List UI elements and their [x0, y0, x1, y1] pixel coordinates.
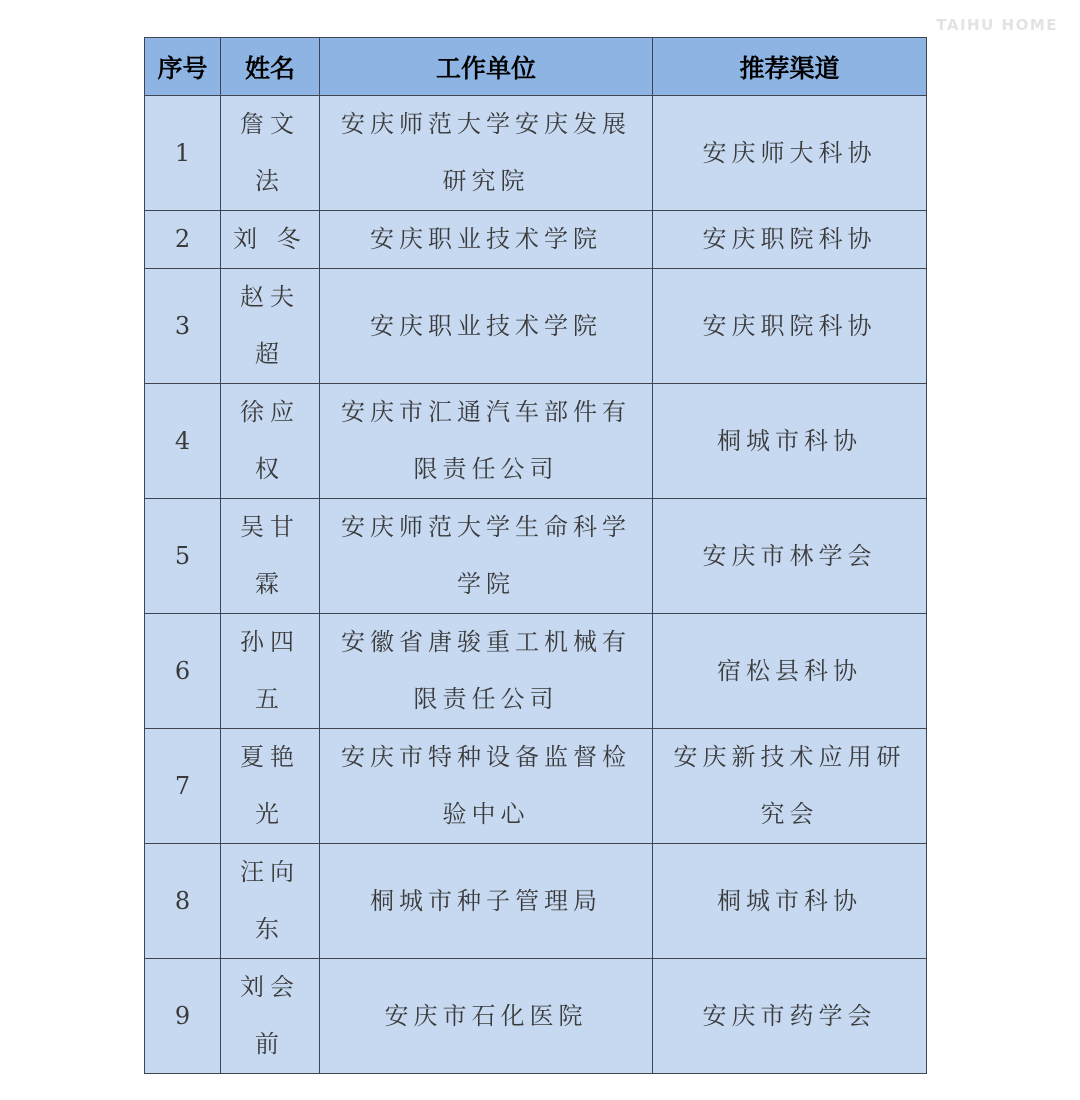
row-index: 4 [145, 384, 221, 499]
watermark-logo: TAIHU HOME [936, 16, 1058, 34]
row-name: 孙四五 [221, 614, 320, 729]
header-unit: 工作单位 [320, 38, 653, 96]
table-row [145, 729, 927, 844]
row-unit: 安庆市特种设备监督检验中心 [320, 729, 653, 844]
table-row [145, 959, 927, 1074]
row-unit: 安庆市石化医院 [320, 959, 653, 1074]
row-name: 刘会前 [221, 959, 320, 1074]
row-name: 徐应权 [221, 384, 320, 499]
row-unit: 安庆职业技术学院 [320, 211, 653, 269]
row-name: 吴甘霖 [221, 499, 320, 614]
row-unit: 安徽省唐骏重工机械有限责任公司 [320, 614, 653, 729]
row-index: 2 [145, 211, 221, 269]
row-index: 9 [145, 959, 221, 1074]
row-unit: 桐城市种子管理局 [320, 844, 653, 959]
table-row [145, 384, 927, 499]
table-header-row [145, 38, 927, 96]
table-row [145, 614, 927, 729]
row-index: 3 [145, 269, 221, 384]
row-name: 汪向东 [221, 844, 320, 959]
row-index: 7 [145, 729, 221, 844]
row-index: 1 [145, 96, 221, 211]
row-channel: 安庆职院科协 [653, 269, 927, 384]
row-channel: 安庆职院科协 [653, 211, 927, 269]
table-row [145, 211, 927, 269]
table-row [145, 96, 927, 211]
row-unit: 安庆师范大学生命科学学院 [320, 499, 653, 614]
row-channel: 安庆新技术应用研究会 [653, 729, 927, 844]
recommendation-table [144, 37, 927, 1074]
row-index: 8 [145, 844, 221, 959]
row-unit: 安庆师范大学安庆发展研究院 [320, 96, 653, 211]
row-unit: 安庆职业技术学院 [320, 269, 653, 384]
table-row [145, 844, 927, 959]
row-channel: 宿松县科协 [653, 614, 927, 729]
row-channel: 桐城市科协 [653, 844, 927, 959]
row-index: 6 [145, 614, 221, 729]
header-index: 序号 [145, 38, 221, 96]
row-channel: 桐城市科协 [653, 384, 927, 499]
header-channel: 推荐渠道 [653, 38, 927, 96]
row-channel: 安庆市药学会 [653, 959, 927, 1074]
row-index: 5 [145, 499, 221, 614]
row-unit: 安庆市汇通汽车部件有限责任公司 [320, 384, 653, 499]
row-name: 詹文法 [221, 96, 320, 211]
row-name: 夏艳光 [221, 729, 320, 844]
row-channel: 安庆市林学会 [653, 499, 927, 614]
row-channel: 安庆师大科协 [653, 96, 927, 211]
row-name: 刘 冬 [221, 211, 320, 269]
header-name: 姓名 [221, 38, 320, 96]
table-row [145, 499, 927, 614]
row-name: 赵夫超 [221, 269, 320, 384]
table-row [145, 269, 927, 384]
